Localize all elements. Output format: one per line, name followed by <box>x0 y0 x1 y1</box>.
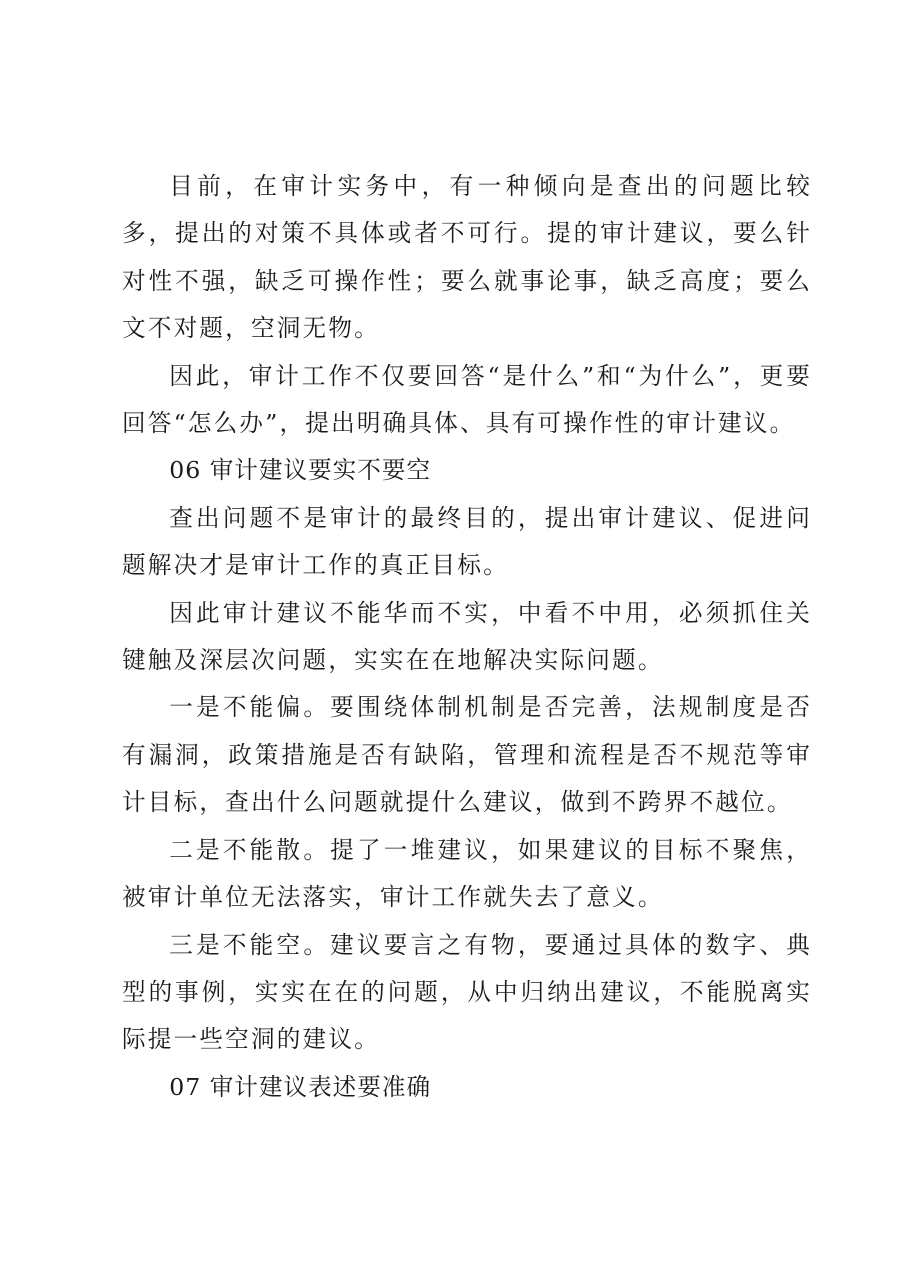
paragraph-current-tendency: 目前，在审计实务中，有一种倾向是查出的问题比较多，提出的对策不具体或者不可行。提的审计建议，要么针对性不强，缺乏可操作性；要么就事论事，缺乏高度；要么文不对题，空洞无物。 <box>122 172 812 343</box>
paragraph-point-one: 一是不能偏。要围绕体制机制是否完善，法规制度是否有漏洞，政策措施是否有缺陷，管理和流程是否不规范等审计目标，查出什么问题就提什么建议，做到不跨界不越位。 <box>122 693 812 817</box>
paragraph-point-two: 二是不能散。提了一堆建议，如果建议的目标不聚焦，被审计单位无法落实，审计工作就失去了意义。 <box>122 835 812 912</box>
paragraph-not-superficial: 因此审计建议不能华而不实，中看不中用，必须抓住关键触及深层次问题，实实在在地解决实际问题。 <box>122 598 812 675</box>
paragraph-audit-goal: 查出问题不是审计的最终目的，提出审计建议、促进问题解决才是审计工作的真正目标。 <box>122 503 812 580</box>
paragraph-therefore-answer: 因此，审计工作不仅要回答“是什么”和“为什么”，更要回答“怎么办”，提出明确具体、具有可操作性的审计建议。 <box>122 361 812 438</box>
section-heading-07: 07 审计建议表述要准确 <box>169 1072 432 1101</box>
document-body <box>122 163 812 1111</box>
section-heading-06: 06 审计建议要实不要空 <box>169 456 432 485</box>
paragraph-point-three: 三是不能空。建议要言之有物，要通过具体的数字、典型的事例，实实在在的问题，从中归纳出建议，不能脱离实际提一些空洞的建议。 <box>122 930 812 1054</box>
